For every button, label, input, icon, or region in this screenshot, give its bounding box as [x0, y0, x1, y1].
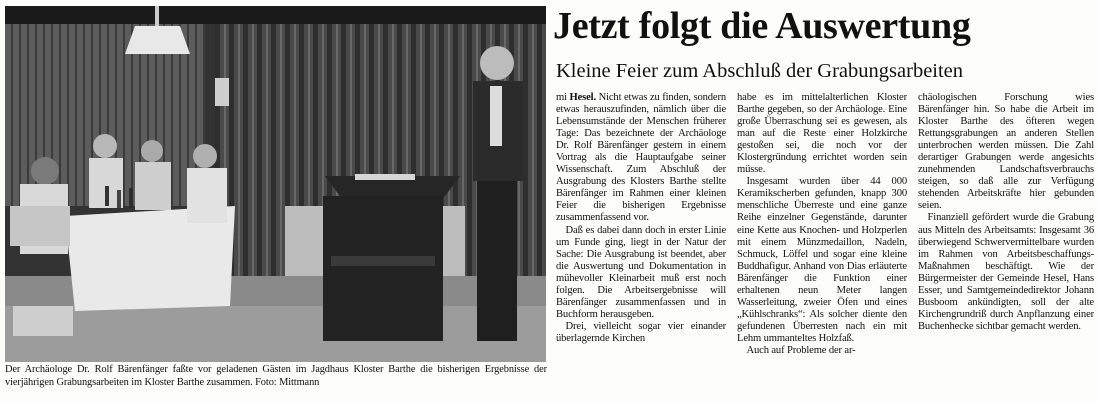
- article-photo: [5, 6, 546, 362]
- photo-lecture-scene: [5, 6, 546, 362]
- paragraph: habe es im mittelalterlichen Kloster Barthe gegeben, so der Archäologe. Eine große Überraschung sei es gewesen, als man auf die Reste einer Holzkirche gestoßen sei, die noch vor der Klostergründung errichtet worden sein müsse.: [737, 92, 907, 176]
- paragraph: [556, 92, 726, 225]
- subheadline: Kleine Feier zum Abschluß der Grabungsarbeiten: [556, 60, 964, 82]
- article-column-3: [918, 92, 1094, 398]
- paragraph: Daß es dabei dann doch in erster Linie um Funde ging, liegt in der Natur der Sache: Die Ausgrabung ist beendet, aber die Auswertung und Dokumentation in mühevoller Kleinarbeit muß erst noch folgen. Die Arbeitsergebnisse will Bärenfänger zusammenfassen und in Buchform herausgeben.: [556, 224, 726, 320]
- article-column-2: [737, 92, 907, 398]
- author-initials: mi: [556, 92, 567, 103]
- dateline: Hesel.: [569, 92, 596, 103]
- paragraph: Drei, vielleicht sogar vier einander überlagernde Kirchen: [556, 320, 726, 344]
- paragraph: Auch auf Probleme der ar-: [746, 344, 856, 356]
- paragraph: Insgesamt wurden über 44 000 Keramikscherben gefunden, knapp 300 menschliche Überreste und eine ganze Reihe einzelner Gegenstände, darunter eine Kette aus Knochen- und Holzperlen mit einem Münzmedaillon, Nadeln, Schmuck, Löffel und sogar eine kleine Buddhafigur. Anhand von Dias erläuterte Bärenfänger die Funktion einer erhaltenen neun Meter langen Wasserleitung, zweier Öfen und eines „Kühlschranks“: Als solcher diente den gefundenen Überresten nach ein mit Lehm ummanteltes Holzfaß.: [737, 176, 907, 344]
- paragraph: chäologischen Forschung wies Bärenfänger hin. So habe die Arbeit im Kloster Barthe des öfteren wegen Rettungsgrabungen an anderen Stellen unterbrochen werden müssen. Die Zahl derartiger Grabungen werde angesichts zunehmenden Landschaftsverbrauchs steigen, so daß alle zur Verfügung stehenden Arbeitskräfte hier gebunden seien.: [918, 92, 1094, 212]
- photo-caption: Der Archäologe Dr. Rolf Bärenfänger faßte vor geladenen Gästen im Jagdhaus Kloster Barthe die bisherigen Ergebnisse der vierjährigen Grabungsarbeiten im Kloster Barthe zusammen. Foto: Mittmann: [5, 364, 547, 388]
- paragraph-text: Nicht etwas zu finden, sondern etwas herauszufinden, nämlich über die Lebensumstände der Menschen früherer Tage: Das bezeichnete der Archäologe Dr. Rolf Bärenfänger gestern in einem Vortrag als die Hauptaufgabe seiner Wissenschaft. Zum Abschluß der Ausgrabung des Klosters Barthe stellte Bärenfänger im Rahmen einer kleinen Feier die bisherigen Ergebnisse zusammenfassend vor.: [556, 92, 726, 224]
- article-column-1: [556, 92, 726, 398]
- headline: Jetzt folgt die Auswertung: [553, 5, 971, 47]
- paragraph: Finanziell gefördert wurde die Grabung aus Mitteln des Arbeitsamts: Insgesamt 36 überwiegend Schwervermittelbare wurden im Rahmen von Arbeitsbeschaffungs-Maßnahmen beschäftigt. Wie der Bürgermeister der Gemeinde Hesel, Hans Esser, und Samtgemeindedirektor Johann Busboom ankündigten, soll der alte Kirchengrundriß durch Anpflanzung einer Buchenhecke sichtbar gemacht werden.: [918, 212, 1094, 332]
